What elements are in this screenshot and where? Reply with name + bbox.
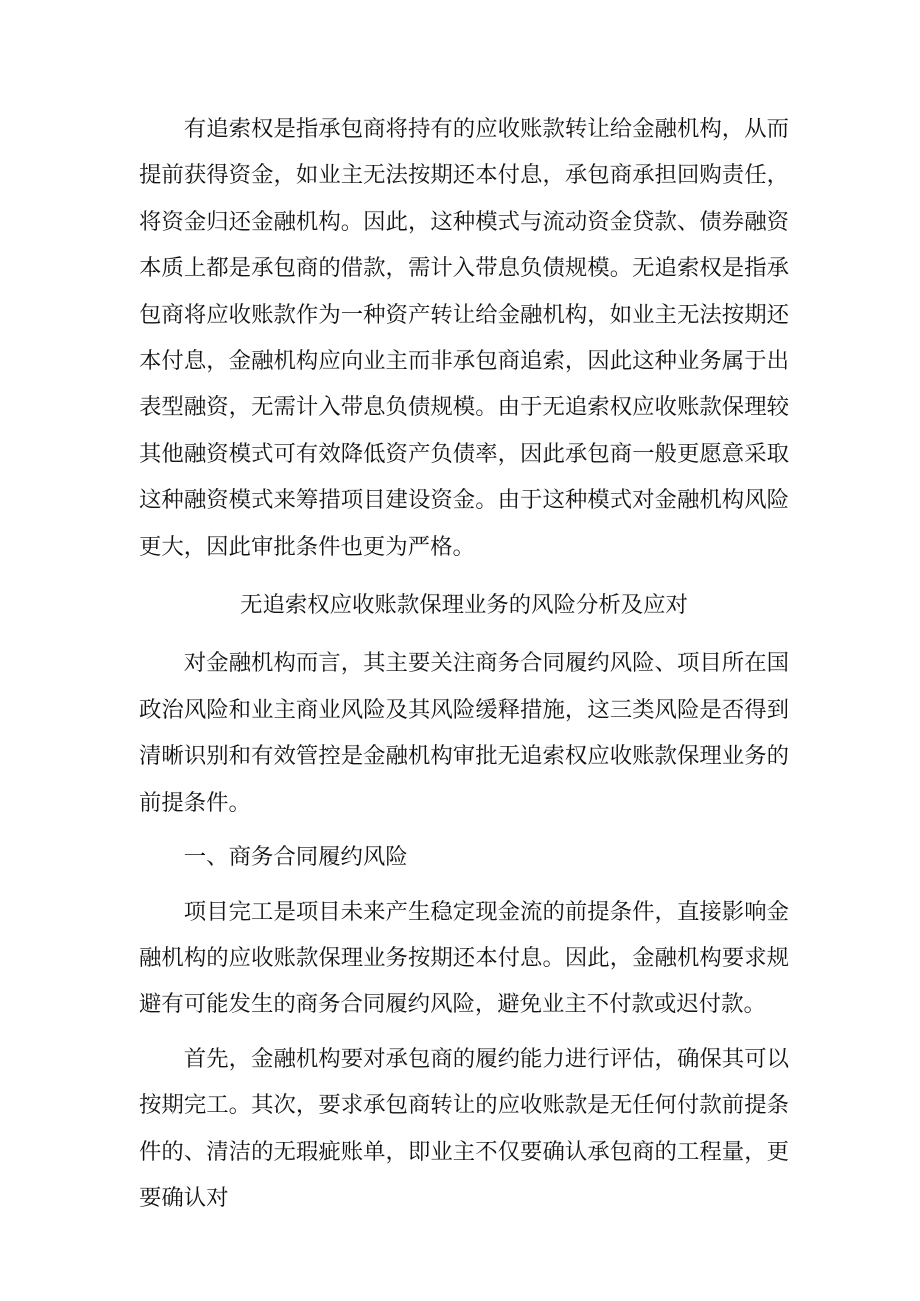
subsection-title: 一、商务合同履约风险 <box>183 844 408 871</box>
section-title: 无追索权应收账款保理业务的风险分析及应对 <box>240 592 688 619</box>
paragraph-risk-overview: 对金融机构而言，其主要关注商务合同履约风险、项目所在国政治风险和业主商业风险及其风险缓释措施，这三类风险是否得到清晰识别和有效管控是金融机构审批无追索权应收账款保理业务的前提条件。 <box>139 650 789 816</box>
paragraph-completion-risk: 项目完工是项目未来产生稳定现金流的前提条件，直接影响金融机构的应收账款保理业务按期还本付息。因此，金融机构要求规避有可能发生的商务合同履约风险，避免业主不付款或迟付款。 <box>139 898 789 1018</box>
paragraph-contractor-assessment: 首先，金融机构要对承包商的履约能力进行评估，确保其可以按期完工。其次，要求承包商转让的应收账款是无任何付款前提条件的、清洁的无瑕疵账单，即业主不仅要确认承包商的工程量，更要确认对 <box>139 1045 789 1211</box>
document-body <box>139 106 789 1221</box>
paragraph-recourse-definition: 有追索权是指承包商将持有的应收账款转让给金融机构，从而提前获得资金，如业主无法按期还本付息，承包商承担回购责任，将资金归还金融机构。因此，这种模式与流动资金贷款、债券融资本质上都是承包商的借款，需计入带息负债规模。无追索权是指承包商将应收账款作为一种资产转让给金融机构，如业主无法按期还本付息，金融机构应向业主而非承包商追索，因此这种业务属于出表型融资，无需计入带息负债规模。由于无追索权应收账款保理较其他融资模式可有效降低资产负债率，因此承包商一般更愿意采取这种融资模式来筹措项目建设资金。由于这种模式对金融机构风险更大，因此审批条件也更为严格。 <box>139 116 789 560</box>
